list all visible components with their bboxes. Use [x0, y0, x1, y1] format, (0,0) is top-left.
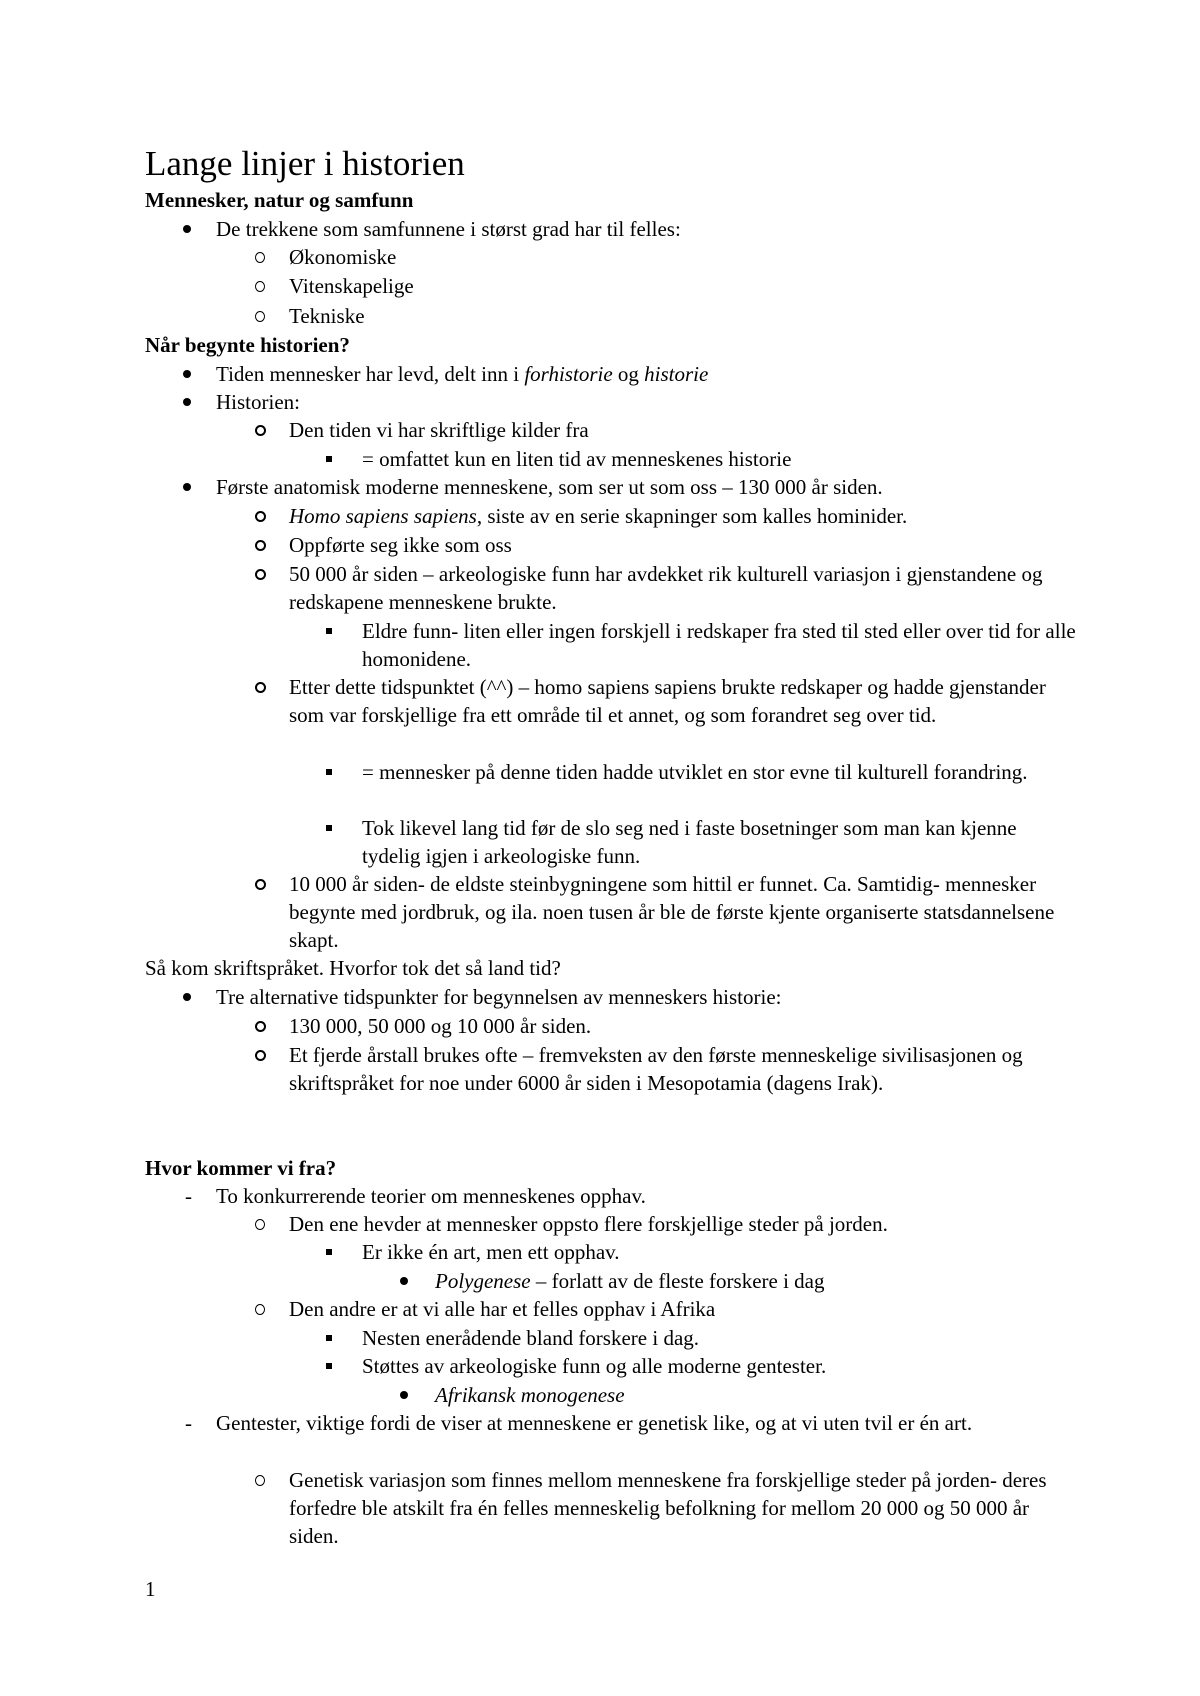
bullet-dot-icon — [183, 473, 191, 501]
bullet-ring-icon — [255, 502, 266, 530]
list-item: 130 000, 50 000 og 10 000 år siden. — [289, 1012, 1076, 1040]
bullet-ring-icon — [255, 243, 265, 271]
bullet-dot-icon — [183, 388, 191, 416]
section-line-skriftspraaket: Så kom skriftspråket. Hvorfor tok det så land tid? — [145, 956, 561, 980]
bullet-ring-icon — [255, 560, 266, 588]
list-item: = mennesker på denne tiden hadde utviklet en stor evne til kulturell forandring. — [362, 758, 1076, 786]
bullet-ring-icon — [255, 1012, 266, 1040]
bullet-ring-icon — [255, 531, 266, 559]
bullet-square-icon — [326, 758, 332, 786]
list-item: Historien: — [216, 388, 1076, 416]
list-item: Første anatomisk moderne menneskene, som ser ut som oss – 130 000 år siden. — [216, 473, 1076, 501]
bullet-ring-icon — [255, 416, 266, 444]
list-item: Økonomiske — [289, 243, 1076, 271]
list-item: - To konkurrerende teorier om menneskenes opphav. — [185, 1184, 646, 1208]
list-item: Et fjerde årstall brukes ofte – fremveksten av den første menneskelige sivilisasjonen og skriftspråket for noe under 6000 år siden i Mesopotamia (dagens Irak). — [289, 1041, 1076, 1097]
bullet-square-icon — [326, 617, 332, 645]
bullet-square-icon — [326, 445, 332, 473]
list-item: Den ene hevder at mennesker oppsto flere forskjellige steder på jorden. — [289, 1210, 1076, 1238]
bullet-dash-icon: - — [185, 1411, 192, 1435]
bullet-dot-icon — [400, 1267, 408, 1295]
section-heading-hvor-kommer: Hvor kommer vi fra? — [145, 1156, 337, 1180]
section-heading-naar-begynte: Når begynte historien? — [145, 333, 350, 357]
list-item: Oppførte seg ikke som oss — [289, 531, 1076, 559]
list-item: Nesten enerådende bland forskere i dag. — [362, 1324, 1076, 1352]
list-item: Genetisk variasjon som finnes mellom menneskene fra forskjellige steder på jorden- deres forfedre ble atskilt fra én felles menneskelig befolkning for mellom 20 000 og 50 000 år siden. — [289, 1466, 1076, 1550]
bullet-ring-icon — [255, 1041, 266, 1069]
list-item: - Gentester, viktige fordi de viser at menneskene er genetisk like, og at vi uten tvil er én art. — [185, 1411, 973, 1435]
list-item: Tre alternative tidspunkter for begynnelsen av menneskers historie: — [216, 983, 1076, 1011]
bullet-dot-icon — [183, 983, 191, 1011]
bullet-dot-icon — [400, 1381, 408, 1409]
list-item: Eldre funn- liten eller ingen forskjell i redskaper fra sted til sted eller over tid for alle homonidene. — [362, 617, 1076, 673]
bullet-dash-icon: - — [185, 1184, 192, 1208]
bullet-square-icon — [326, 1352, 332, 1380]
section-heading-mennesker: Mennesker, natur og samfunn — [145, 188, 414, 212]
bullet-dot-icon — [183, 360, 191, 388]
list-item: Vitenskapelige — [289, 272, 1076, 300]
list-item: 10 000 år siden- de eldste steinbygningene som hittil er funnet. Ca. Samtidig- mennesker begynte med jordbruk, og ila. noen tusen år ble de første kjente organiserte statsdannelsene skapt. — [289, 870, 1076, 954]
document-title: Lange linjer i historien — [145, 144, 465, 183]
list-item: Tekniske — [289, 302, 1076, 330]
bullet-ring-icon — [255, 870, 266, 898]
bullet-ring-icon — [255, 1466, 265, 1494]
list-item: Støttes av arkeologiske funn og alle moderne gentester. — [362, 1352, 1076, 1380]
list-item: Homo sapiens sapiens, siste av en serie skapninger som kalles hominider. — [289, 502, 1076, 530]
list-item: Tok likevel lang tid før de slo seg ned i faste bosetninger som man kan kjenne tydelig igjen i arkeologiske funn. — [362, 814, 1076, 870]
list-item: Polygenese – forlatt av de fleste forskere i dag — [435, 1267, 1076, 1295]
list-item: 50 000 år siden – arkeologiske funn har avdekket rik kulturell variasjon i gjenstandene og redskapene menneskene brukte. — [289, 560, 1076, 616]
bullet-ring-icon — [255, 1295, 265, 1323]
list-item: Den tiden vi har skriftlige kilder fra — [289, 416, 1076, 444]
list-item: De trekkene som samfunnene i størst grad har til felles: — [216, 215, 1076, 243]
bullet-ring-icon — [255, 1210, 265, 1238]
list-item: Afrikansk monogenese — [435, 1381, 1076, 1409]
list-item: Tiden mennesker har levd, delt inn i forhistorie og historie — [216, 360, 1076, 388]
bullet-ring-icon — [255, 673, 266, 701]
list-item: Den andre er at vi alle har et felles opphav i Afrika — [289, 1295, 1076, 1323]
page-number: 1 — [145, 1577, 156, 1601]
bullet-square-icon — [326, 1324, 332, 1352]
bullet-square-icon — [326, 814, 332, 842]
bullet-square-icon — [326, 1238, 332, 1266]
list-item: = omfattet kun en liten tid av menneskenes historie — [362, 445, 1076, 473]
bullet-dot-icon — [183, 215, 191, 243]
bullet-ring-icon — [255, 272, 265, 300]
list-item: Etter dette tidspunktet (^^) – homo sapiens sapiens brukte redskaper og hadde gjenstander som var forskjellige fra ett område til et annet, og som forandret seg over tid. — [289, 673, 1076, 729]
bullet-ring-icon — [255, 302, 265, 330]
list-item: Er ikke én art, men ett opphav. — [362, 1238, 1076, 1266]
